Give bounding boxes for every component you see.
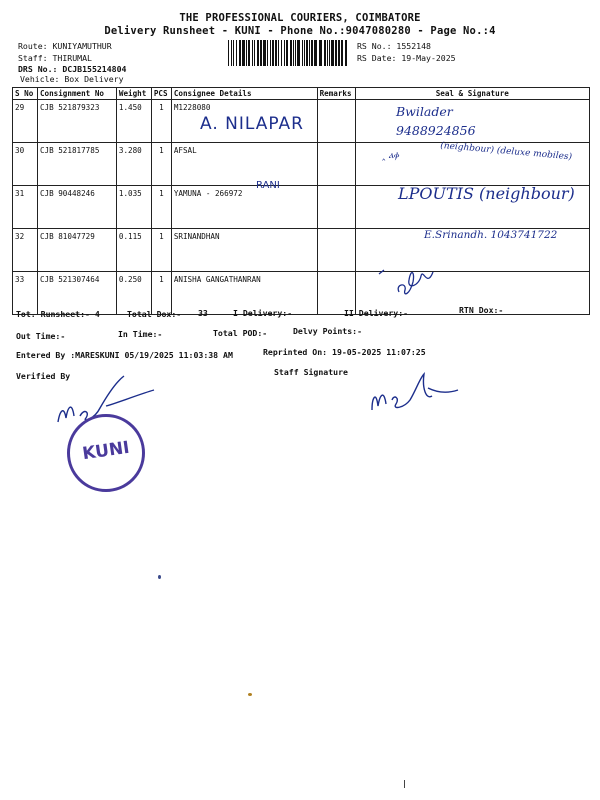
out-time-label: Out Time:- — [16, 331, 66, 341]
row-consignee: M1228080 — [171, 100, 317, 143]
table-header-row — [13, 88, 590, 100]
ink-speck — [158, 575, 161, 579]
barcode-bar — [233, 40, 234, 66]
barcode-bar — [297, 40, 300, 66]
barcode-bar — [267, 40, 268, 66]
barcode-bar — [242, 40, 245, 66]
barcode-bar — [345, 40, 347, 66]
barcode-bar — [338, 40, 340, 66]
barcode-bar — [306, 40, 308, 66]
row-weight: 1.035 — [116, 186, 151, 229]
rtn-dox-label: RTN Dox:- — [459, 305, 504, 315]
row-consignee: ANISHA GANGATHANRAN — [171, 272, 317, 315]
verified-by-label: Verified By — [16, 371, 71, 381]
row-sno: 33 — [13, 272, 38, 315]
col-weight: Weight — [116, 88, 151, 100]
barcode-bar — [295, 40, 296, 66]
handwritten-signature-row-31: LPOUTIS (neighbour) — [398, 184, 575, 203]
row-weight: 3.280 — [116, 143, 151, 186]
barcode-bar — [302, 40, 303, 66]
barcode-bar — [275, 40, 277, 66]
row-consignee: AFSAL — [171, 143, 317, 186]
barcode-bar — [248, 40, 250, 66]
vehicle-label: Vehicle: Box Delivery — [20, 74, 124, 84]
row-remarks — [317, 143, 355, 186]
barcode-bar — [311, 40, 313, 66]
stamp-text: KUNI — [81, 437, 131, 465]
row-consignment: CJB 90448246 — [37, 186, 116, 229]
row-consignment: CJB 521879323 — [37, 100, 116, 143]
row-pcs: 1 — [151, 229, 171, 272]
row-consignee: YAMUNA - 266972 — [171, 186, 317, 229]
col-sno: S No — [13, 88, 38, 100]
barcode-image — [228, 40, 350, 66]
barcode-bar — [246, 40, 247, 66]
barcode-bar — [263, 40, 266, 66]
runsheet-subtitle: Delivery Runsheet - KUNI - Phone No.:9047080280 - Page No.:4 — [104, 25, 496, 37]
barcode-bar — [327, 40, 328, 66]
handwritten-signature-row-32: E.Srinandh. 1043741722 — [424, 229, 558, 241]
barcode-bar — [254, 40, 255, 66]
barcode-bar — [272, 40, 274, 66]
col-seal-signature: Seal & Signature — [355, 88, 589, 100]
row-consignment: CJB 521307464 — [37, 272, 116, 315]
barcode-bar — [286, 40, 288, 66]
barcode-bar — [335, 40, 337, 66]
i-delivery-label: I Delivery:- — [233, 308, 293, 318]
total-runsheet: Tot. Runsheet:- 4 — [16, 309, 100, 319]
row-consignment: CJB 521817785 — [37, 143, 116, 186]
row-sno: 31 — [13, 186, 38, 229]
col-consignee: Consignee Details — [171, 88, 317, 100]
rs-date: RS Date: 19-May-2025 — [357, 53, 456, 63]
barcode-bar — [281, 40, 282, 66]
handwritten-signature-row-29: Bwilader 9488924856 — [396, 104, 476, 138]
rs-number: RS No.: 1552148 — [357, 41, 431, 51]
row-consignee: SRINANDHAN — [171, 229, 317, 272]
staff-signature-mark — [366, 366, 466, 416]
handwritten-consignee-row-31: RANI — [256, 180, 280, 191]
barcode-bar — [228, 40, 229, 66]
company-title: THE PROFESSIONAL COURIERS, COIMBATORE — [179, 12, 421, 24]
row-pcs: 1 — [151, 100, 171, 143]
delivery-points-label: Delvy Points:- — [293, 326, 363, 336]
kuni-stamp — [67, 414, 145, 492]
col-pcs: PCS — [151, 88, 171, 100]
barcode-bar — [293, 40, 294, 66]
barcode-bar — [284, 40, 285, 66]
handwritten-signature-row-33 — [375, 262, 445, 302]
row-pcs: 1 — [151, 272, 171, 315]
route-label: Route: KUNIYAMUTHUR — [18, 41, 112, 51]
barcode-bar — [319, 40, 322, 66]
row-remarks — [317, 229, 355, 272]
total-dox-value: 33 — [198, 308, 208, 318]
barcode-bar — [252, 40, 253, 66]
row-weight: 1.450 — [116, 100, 151, 143]
row-sno: 32 — [13, 229, 38, 272]
entered-by: Entered By :MARESKUNI 05/19/2025 11:03:38 AM — [16, 350, 233, 360]
handwritten-consignee-name: A. NILAPAR — [200, 114, 304, 134]
barcode-bar — [290, 40, 292, 66]
staff-signature-label: Staff Signature — [274, 367, 348, 377]
barcode-bar — [260, 40, 262, 66]
barcode-bar — [231, 40, 232, 66]
barcode-bar — [257, 40, 259, 66]
ii-delivery-label: II Delivery:- — [344, 308, 409, 318]
row-weight: 0.115 — [116, 229, 151, 272]
handwritten-mark-row-30: ‸ ⲁⲫ — [382, 150, 399, 161]
row-sno: 30 — [13, 143, 38, 186]
barcode-bar — [236, 40, 237, 66]
in-time-label: In Time:- — [118, 329, 163, 339]
row-pcs: 1 — [151, 186, 171, 229]
row-remarks — [317, 186, 355, 229]
barcode-bar — [270, 40, 271, 66]
handwritten-signature-row-30: (neighbour) (deluxe mobiles) — [439, 140, 573, 163]
barcode-bar — [304, 40, 305, 66]
barcode-bar — [341, 40, 343, 66]
row-sno: 29 — [13, 100, 38, 143]
staff-label: Staff: THIRUMAL — [18, 53, 92, 63]
barcode-bar — [314, 40, 317, 66]
col-consignment: Consignment No — [37, 88, 116, 100]
barcode-bar — [324, 40, 326, 66]
reprinted-on: Reprinted On: 19-05-2025 11:07:25 — [263, 347, 426, 357]
total-dox-label: Total Dox:- — [127, 309, 182, 319]
row-remarks — [317, 100, 355, 143]
drs-number: DRS No.: DCJB155214804 — [18, 64, 127, 74]
barcode-bar — [239, 40, 241, 66]
row-pcs: 1 — [151, 143, 171, 186]
row-weight: 0.250 — [116, 272, 151, 315]
ink-speck — [404, 780, 405, 788]
barcode-bar — [278, 40, 279, 66]
ink-speck — [248, 693, 252, 696]
barcode-bar — [329, 40, 330, 66]
barcode-bar — [309, 40, 310, 66]
barcode-bar — [331, 40, 334, 66]
total-pod-label: Total POD:- — [213, 328, 268, 338]
col-remarks: Remarks — [317, 88, 355, 100]
row-consignment: CJB 81047729 — [37, 229, 116, 272]
